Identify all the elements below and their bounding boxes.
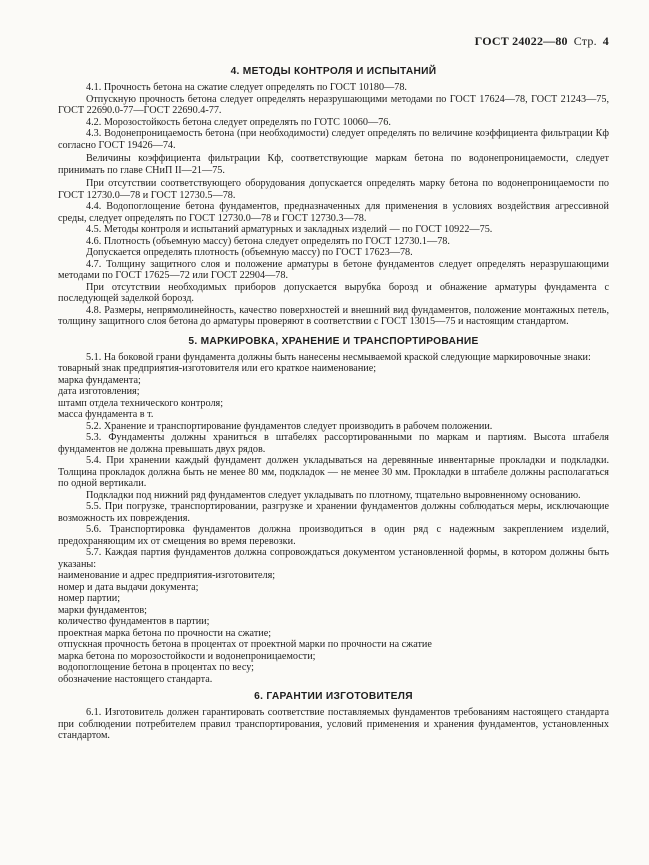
section-6-title: 6. ГАРАНТИИ ИЗГОТОВИТЕЛЯ bbox=[254, 691, 413, 702]
list-item: марка фундамента; bbox=[58, 374, 141, 386]
paragraph: Отпускную прочность бетона следует определять неразрушающими методами по ГОСТ 17624—78, ГОСТ 21243—75, ГОСТ 22690.0-77—ГОСТ 22690.4-77. bbox=[58, 93, 609, 116]
list-item: товарный знак предприятия-изготовителя или его краткое наименование; bbox=[58, 363, 377, 374]
list-item: дата изготовления; bbox=[58, 386, 140, 397]
paragraph: 5.6. Транспортировка фундаментов должна производиться в один ряд с надежным закреплением изделий, предохраняющим их от смещения во время перевозки. bbox=[58, 524, 609, 547]
paragraph: 5.2. Хранение и транспортирование фундаментов следует производить в рабочем положении. bbox=[86, 420, 493, 432]
paragraph: 4.4. Водопоглощение бетона фундаментов, предназначенных для применения в условиях воздействия агрессивной среды, следует определять по ГОСТ 12730.0—78 и ГОСТ 12730.3—78. bbox=[58, 201, 609, 224]
paragraph: Величины коэффициента фильтрации Кф, соответствующие маркам бетона по водонепроницаемости, следует принимать по главе СНиП II—21—75. bbox=[58, 153, 609, 176]
page-number: 4 bbox=[602, 34, 609, 48]
paragraph: При отсутствии соответствующего оборудования допускается определять марку бетона по водонепроницаемости по ГОСТ 12730.0—78 и ГОСТ 12730.5—78. bbox=[58, 178, 609, 201]
paragraph: 5.4. При хранении каждый фундамент должен укладываться на деревянные инвентарные прокладки и подкладки. Толщина прокладок должна быть не менее 80 мм, подкладок — не менее 30 мм. Прокладки в штабеле должны располагаться по одной вертикали. bbox=[58, 455, 609, 489]
list-item: штамп отдела технического контроля; bbox=[58, 397, 224, 409]
section-5-title: 5. МАРКИРОВКА, ХРАНЕНИЕ И ТРАНСПОРТИРОВАНИЕ bbox=[188, 335, 479, 347]
page-label: Стр. bbox=[573, 34, 597, 48]
paragraph: 5.5. При погрузке, транспортировании, разгрузке и хранении фундаментов должны соблюдаться меры, исключающие возможность их повреждения. bbox=[58, 501, 609, 524]
list-item: обозначение настоящего стандарта. bbox=[58, 673, 213, 685]
paragraph: 4.7. Толщину защитного слоя и положение арматуры в бетоне фундаментов следует определять неразрушающими методами по ГОСТ 17625—72 или ГОСТ 22904—78. bbox=[58, 258, 609, 281]
paragraph: 4.5. Методы контроля и испытаний арматурных и закладных изделий — по ГОСТ 10922—75. bbox=[86, 224, 493, 235]
document-contents-list bbox=[58, 570, 609, 685]
paragraph: Допускается определять плотность (объемную массу) по ГОСТ 17623—78. bbox=[86, 247, 413, 258]
list-item: номер партии; bbox=[58, 593, 121, 604]
paragraph: 4.6. Плотность (объемную массу) бетона следует определять по ГОСТ 12730.1—78. bbox=[86, 235, 450, 247]
list-item: наименование и адрес предприятия-изготовителя; bbox=[58, 570, 276, 581]
paragraph: Подкладки под нижний ряд фундаментов следует укладывать по плотному, тщательно выровненному основанию. bbox=[86, 489, 581, 501]
paragraph: 4.1. Прочность бетона на сжатие следует определять по ГОСТ 10180—78. bbox=[86, 82, 407, 93]
list-item: водопоглощение бетона в процентах по весу; bbox=[58, 662, 254, 673]
paragraph: 5.1. На боковой грани фундамента должны быть нанесены несмываемой краской следующие маркировочные знаки: bbox=[86, 351, 591, 363]
paragraph: 5.3. Фундаменты должны храниться в штабелях рассортированными по маркам и партиям. Высота штабеля фундаментов не должна превышать двух рядов. bbox=[58, 432, 609, 455]
gost-number: ГОСТ 24022—80 bbox=[474, 34, 568, 48]
marking-list bbox=[58, 363, 609, 421]
list-item: проектная марка бетона по прочности на сжатие; bbox=[58, 627, 272, 639]
list-item: номер и дата выдачи документа; bbox=[58, 581, 199, 593]
list-item: масса фундамента в т. bbox=[58, 409, 154, 420]
paragraph: 5.7. Каждая партия фундаментов должна сопровождаться документом установленной формы, в котором должны быть указаны: bbox=[58, 547, 609, 570]
running-header bbox=[475, 34, 609, 49]
paragraph: 4.3. Водонепроницаемость бетона (при необходимости) следует определять по величине коэффициента фильтрации Кф согласно ГОСТ 19426—74. bbox=[58, 128, 609, 151]
list-item: отпускная прочность бетона в процентах от проектной марки по прочности на сжатие bbox=[58, 639, 432, 650]
section-4-title: 4. МЕТОДЫ КОНТРОЛЯ И ИСПЫТАНИЙ bbox=[230, 66, 437, 77]
paragraph: 4.2. Морозостойкость бетона следует определять по ГОТС 10060—76. bbox=[86, 116, 391, 128]
paragraph: При отсутствии необходимых приборов допускается вырубка борозд и обнажение арматуры фундамента с последующей заделкой борозд. bbox=[58, 281, 609, 304]
list-item: марка бетона по морозостойкости и водонепроницаемости; bbox=[58, 650, 316, 662]
paragraph: 4.8. Размеры, непрямолинейность, качество поверхностей и внешний вид фундаментов, положение монтажных петель, толщину защитного слоя бетона до арматуры проверяют в соответствии с ГОСТ 13015—75 и настоящим стандартом. bbox=[58, 304, 609, 327]
list-item: количество фундаментов в партии; bbox=[58, 616, 210, 627]
paragraph: 6.1. Изготовитель должен гарантировать соответствие поставляемых фундаментов требованиям настоящего стандарта при соблюдении потребителем правил транспортирования, условий применения и хранения фундаментов, установленных стандартом. bbox=[58, 707, 609, 741]
list-item: марки фундаментов; bbox=[58, 604, 148, 616]
